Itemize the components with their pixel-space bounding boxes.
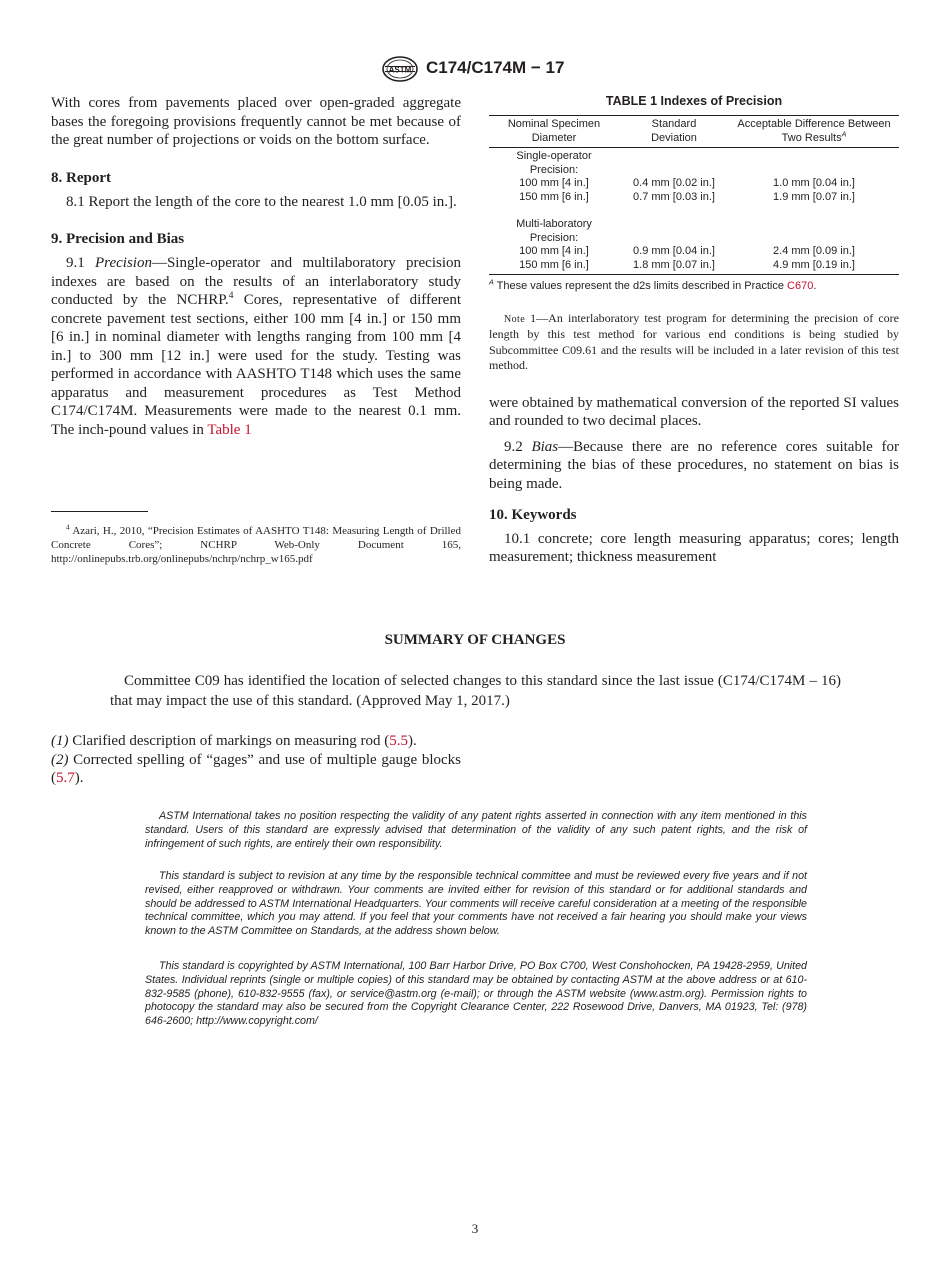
page-number: 3 — [471, 1221, 479, 1236]
right-column — [489, 94, 899, 567]
section-9-1 — [51, 254, 461, 439]
table-row: 100 mm [4 in.] 0.4 mm [0.02 in.] 1.0 mm [0.04 in.] — [519, 177, 855, 189]
table-group-label: Single-operator — [516, 150, 592, 162]
left-column — [51, 94, 461, 439]
table-1-footnote: $^A$ These values represent the d2s limits described in Practice C670. — [489, 278, 817, 292]
summary-body: Committee C09 has identified the location of selected changes to this standard since the last issue (C174/C174M – 16) that may impact the use of this standard. (Approved May 1, 2017.) — [110, 673, 841, 709]
precision-table — [489, 115, 899, 275]
summary-title: SUMMARY OF CHANGES — [384, 632, 566, 648]
section-9-1-text-b: Cores, representative of different concrete pavement test sections, either 100 mm [4 in.] or 150 mm [6 in.] in nominal diameter with lengths ranging from 100 mm [4 in.] to 300 mm [12 in.] were used for the study. Testing was performed in accordance with AASHTO T148 which uses the same apparatus and measurement procedures as Test Method C174/C174M. Measurements were made to the nearest 0.1 mm. The inch-pound values in — [51, 292, 461, 438]
footnote-4-text: Azari, H., 2010, “Precision Estimates of AASHTO T148: Measuring Length of Drilled Concrete Cores”; NCHRP Web-Only Document 165, http://onlinepubs.trb.org/onlinepubs/nchrp/nchrp_w165.pdf — [51, 525, 461, 566]
note-1-text: 1—An interlaboratory test program for determining the precision of core length by this test method for various end conditions is being studied by Subcommittee C09.61 and the results will be included in a later revision of this test method. — [489, 311, 899, 373]
list-item: (2) Corrected spelling of “gages” and use of multiple gauge blocks (5.7). — [51, 751, 461, 786]
table-group-label: Precision: — [529, 231, 579, 244]
section-9-2-term: Bias — [531, 438, 559, 455]
table-1-link[interactable]: Table 1 — [207, 421, 252, 438]
section-9-1-number: 9.1 — [66, 255, 85, 271]
table-1-title: TABLE 1 Indexes of Precision — [605, 94, 783, 108]
section-8-heading: 8. Report — [51, 169, 111, 186]
patent-disclaimer: ASTM International takes no position respecting the validity of any patent rights asserted in connection with any item mentioned in this standard. Users of this standard are expressly advised that determination of the validity of any such patent rights, and the risk of infringement of such rights, are entirely their own responsibility. — [145, 810, 807, 850]
revision-notice: This standard is subject to revision at any time by the responsible technical committee and must be reviewed every five years and if not revised, either reapproved or withdrawn. Your comments are invited either for revision of this standard or for additional standards and should be addressed to ASTM International Headquarters. Your comments will receive careful consideration at a meeting of the responsible technical committee, which you may attend. If you feel that your comments have not received a fair hearing you should make your views known to the ASTM Committee on Standards, at the address shown below. — [145, 870, 807, 938]
section-5-7-link[interactable]: 5.7 — [56, 770, 75, 786]
section-9-2: 9.2 Bias—Because there are no reference cores suitable for determining the bias of these procedures, no statement on bias is being made. — [489, 438, 899, 492]
c670-link[interactable]: C670 — [787, 280, 814, 292]
col-header-std-dev: Standard Deviation — [651, 118, 697, 144]
section-10-heading: 10. Keywords — [489, 507, 577, 524]
intro-paragraph: With cores from pavements placed over open-graded aggregate bases the foregoing provisions frequently cannot be met because of the great number of projections or voids on the bottom surface. — [51, 95, 461, 148]
table-group-label: Multi-laboratory — [516, 218, 592, 230]
list-item: (1) Clarified description of markings on measuring rod (5.5). — [51, 733, 417, 749]
table-row: 150 mm [6 in.] 1.8 mm [0.07 in.] 4.9 mm [0.19 in.] — [489, 259, 899, 275]
note-1-label: Note — [504, 314, 526, 325]
table-row: 100 mm [4 in.] 0.9 mm [0.04 in.] 2.4 mm [0.09 in.] — [519, 245, 855, 257]
copyright-notice: This standard is copyrighted by ASTM International, 100 Barr Harbor Drive, PO Box C700, West Conshohocken, PA 19428-2959, United States. Individual reprints (single or multiple copies) of this standard may be obtained by contacting ASTM at the above address or at 610-832-9585 (phone), 610-832-9555 (fax), or service@astm.org (e-mail); or through the ASTM website (www.astm.org). Permission rights to photocopy the standard may also be secured from the Copyright Clearance Center, 222 Rosewood Drive, Danvers, MA 01923, Tel: (978) 646-2600; http://www.copyright.com/ — [145, 960, 807, 1028]
astm-logo-lettering: ASTM — [388, 65, 412, 75]
changes-list — [51, 732, 461, 788]
footnote-4 — [51, 524, 461, 567]
document-id: C174/C174M − 17 — [426, 58, 565, 77]
table-group-label: Precision: — [529, 163, 579, 176]
section-5-5-link[interactable]: 5.5 — [389, 733, 409, 749]
section-10-1: 10.1 concrete; core length measuring apparatus; cores; length measurement; thickness measurement — [489, 530, 899, 566]
footnote-4-marker: 4 — [66, 523, 70, 532]
table-row: 150 mm [6 in.] 0.7 mm [0.03 in.] 1.9 mm [0.07 in.] — [519, 190, 855, 203]
right-column-text — [489, 394, 899, 567]
section-8-1: 8.1 Report the length of the core to the nearest 1.0 mm [0.05 in.]. — [66, 194, 457, 210]
col-header-acceptable-diff: Acceptable Difference Between Two Results$^A$ — [737, 118, 891, 144]
col-header-diameter: Nominal Specimen Diameter — [507, 118, 601, 144]
section-9-1-text-a: —Single-operator and multilaboratory precision indexes are based on the results of an interlaboratory study conducted by the NCHRP. — [51, 255, 461, 308]
note-1 — [489, 311, 899, 374]
section-9-1-term: Precision — [95, 255, 152, 271]
continued-paragraph: were obtained by mathematical conversion of the reported SI values and rounded to two decimal places. — [489, 394, 899, 430]
table-header-row — [489, 116, 899, 148]
astm-logo-icon — [380, 56, 420, 82]
section-9-heading: 9. Precision and Bias — [51, 230, 185, 247]
footnote-divider — [51, 511, 148, 512]
footnote-ref-4[interactable]: 4 — [228, 290, 234, 301]
page-header — [0, 56, 950, 84]
